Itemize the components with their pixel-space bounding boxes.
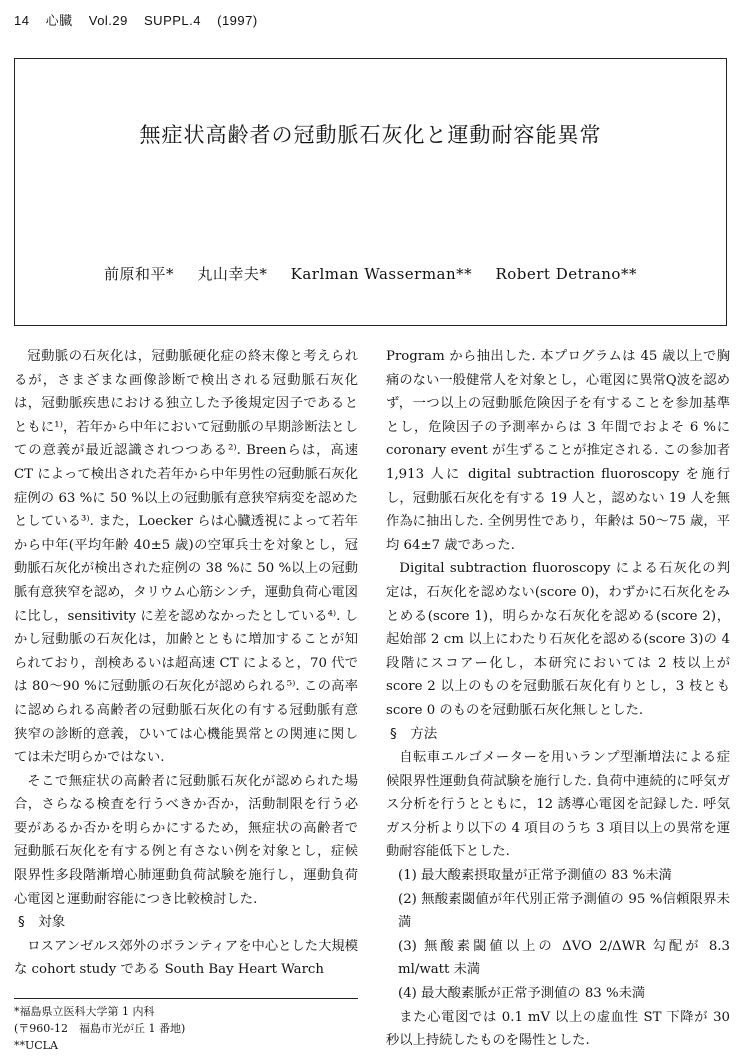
ecg-criteria-paragraph: また心電図では 0.1 mV 以上の虚血性 ST 下降が 30 秒以上持続したものを陽性とした. (386, 1009, 730, 1049)
author-2: 丸山幸夫* (197, 265, 268, 283)
subjects-paragraph: ロスアンゼルス郊外のボランティアを中心とした大規模な cohort study である South Bay Heart Warch (14, 938, 358, 978)
subjects-paragraph-cont: Program から抽出した. 本プログラムは 45 歳以上で胸痛のない一般健常人を対象とし，心電図に異常Q波を認めず，一つ以上の冠動脈危険因子を有することを参加基準とし，危険因子の予測率からは 3 年間でおよそ 6 %に coronary event が生ずることが推定される. この参加者 1,913 人に digital subtraction fluoroscopy を施行し，冠動脈石灰化を有する 19 人と，認めない 19 人を無作為に抽出した. 全例男性であり，年齢は 50〜75 歳，平均 64±7 歳であった. (386, 349, 730, 553)
running-header (14, 10, 270, 29)
journal-year: (1997) (217, 13, 258, 28)
criteria-item-4: (4) 最大酸素脈が正常予測値の 83 %未満 (398, 986, 646, 1002)
affiliation-1-address: (〒960-12 福島市光が丘 1 番地) (14, 1022, 186, 1035)
page-number: 14 (14, 13, 30, 28)
author-4: Robert Detrano** (495, 265, 637, 283)
criteria-item-1: (1) 最大酸素摂取量が正常予測値の 83 %未満 (398, 868, 672, 884)
intro-paragraph-2: そこで無症状の高齢者に冠動脈石灰化が認められた場合，さらなる検査を行うべきか否か，活動制限を行う必要があるか否かを明らかにするため，無症状の高齢者で冠動脈石灰化を有する例と有さない例を対象とし，症候限界性多段階漸増心肺運動負荷試験を施行し，運動負荷心電図と運動耐容能につき比較検討した. (14, 773, 358, 907)
criteria-item-3: (3) 無酸素閾値以上の ΔVO 2/ΔWR 勾配が 8.3 ml/watt 未満 (398, 938, 730, 978)
author-list (15, 263, 726, 284)
affiliation-2: **UCLA (14, 1039, 58, 1052)
title-box (14, 58, 727, 326)
affiliation-1: *福島県立医科大学第 1 内科 (14, 1005, 155, 1018)
section-heading-methods: § 方法 (390, 725, 438, 742)
criteria-item-2: (2) 無酸素閾値が年代別正常予測値の 95 %信頼限界未満 (398, 891, 730, 931)
article-title: 無症状高齢者の冠動脈石灰化と運動耐容能異常 (139, 123, 602, 147)
section-heading-subjects: § 対象 (18, 914, 66, 931)
methods-paragraph: 自転車エルゴメーターを用いランプ型漸増法による症候限界性運動負荷試験を施行した. 負荷中連続的に呼気ガス分析を行うとともに，12 誘導心電図を記録した. 呼気ガス分析より以下の 4 項目のうち 3 項目以上の異常を運動耐容能低下とした. (386, 750, 730, 860)
right-column (386, 345, 730, 1053)
affiliation-footnotes (14, 998, 358, 1054)
journal-name: 心臓 (45, 13, 73, 28)
intro-paragraph-1: 冠動脈の石灰化は，冠動脈硬化症の終末像と考えられるが，さまざまな画像診断で検出される冠動脈石灰化は，冠動脈疾患における独立した予後規定因子であるとともに¹⁾，若年から中年において冠動脈の早期診断法としての意義が最近認識されつつある²⁾. Breenらは，高速 CT によって検出された若年から中年男性の冠動脈石灰化症例の 63 %に 50 %以上の冠動脈有意狭窄病変を認めたとしている³⁾. また，Loecker らは心臓透視によって若年から中年(平均年齢 40±5 歳)の空軍兵士を対象とし，冠動脈石灰化が検出された症例の 38 %に 50 %以上の冠動脈有意狭窄を認め，タリウム心筋シンチ，運動負荷心電図に比し，sensitivity に差を認めなかったとしている⁴⁾. しかし冠動脈の石灰化は，加齢とともに増加することが知られており，剖検あるいは超高速 CT によると，70 代では 80〜90 %に冠動脈の石灰化が認められる⁵⁾. この高率に認められる高齢者の冠動脈石灰化の有する冠動脈有意狭窄の診断的意義，ひいては心機能異常との関連に関しては未だ明らかではない. (14, 349, 358, 766)
journal-supplement: SUPPL.4 (144, 13, 201, 28)
author-1: 前原和平* (104, 265, 175, 283)
journal-volume: Vol.29 (88, 13, 128, 28)
scoring-paragraph: Digital subtraction fluoroscopy による石灰化の判定は，石灰化を認めない(score 0)，わずかに石灰化をみとめる(score 1)，明らかな石灰化を認める(score 2)，起始部 2 cm 以上にわたり石灰化を認める(score 3)の 4 段階にスコアー化し，本研究においては 2 枝以上が score 2 以上のものを冠動脈石灰化有りとし，3 枝とも score 0 のものを冠動脈石灰化無しとした. (386, 561, 730, 718)
author-3: Karlman Wasserman** (290, 265, 473, 283)
left-column (14, 345, 358, 982)
